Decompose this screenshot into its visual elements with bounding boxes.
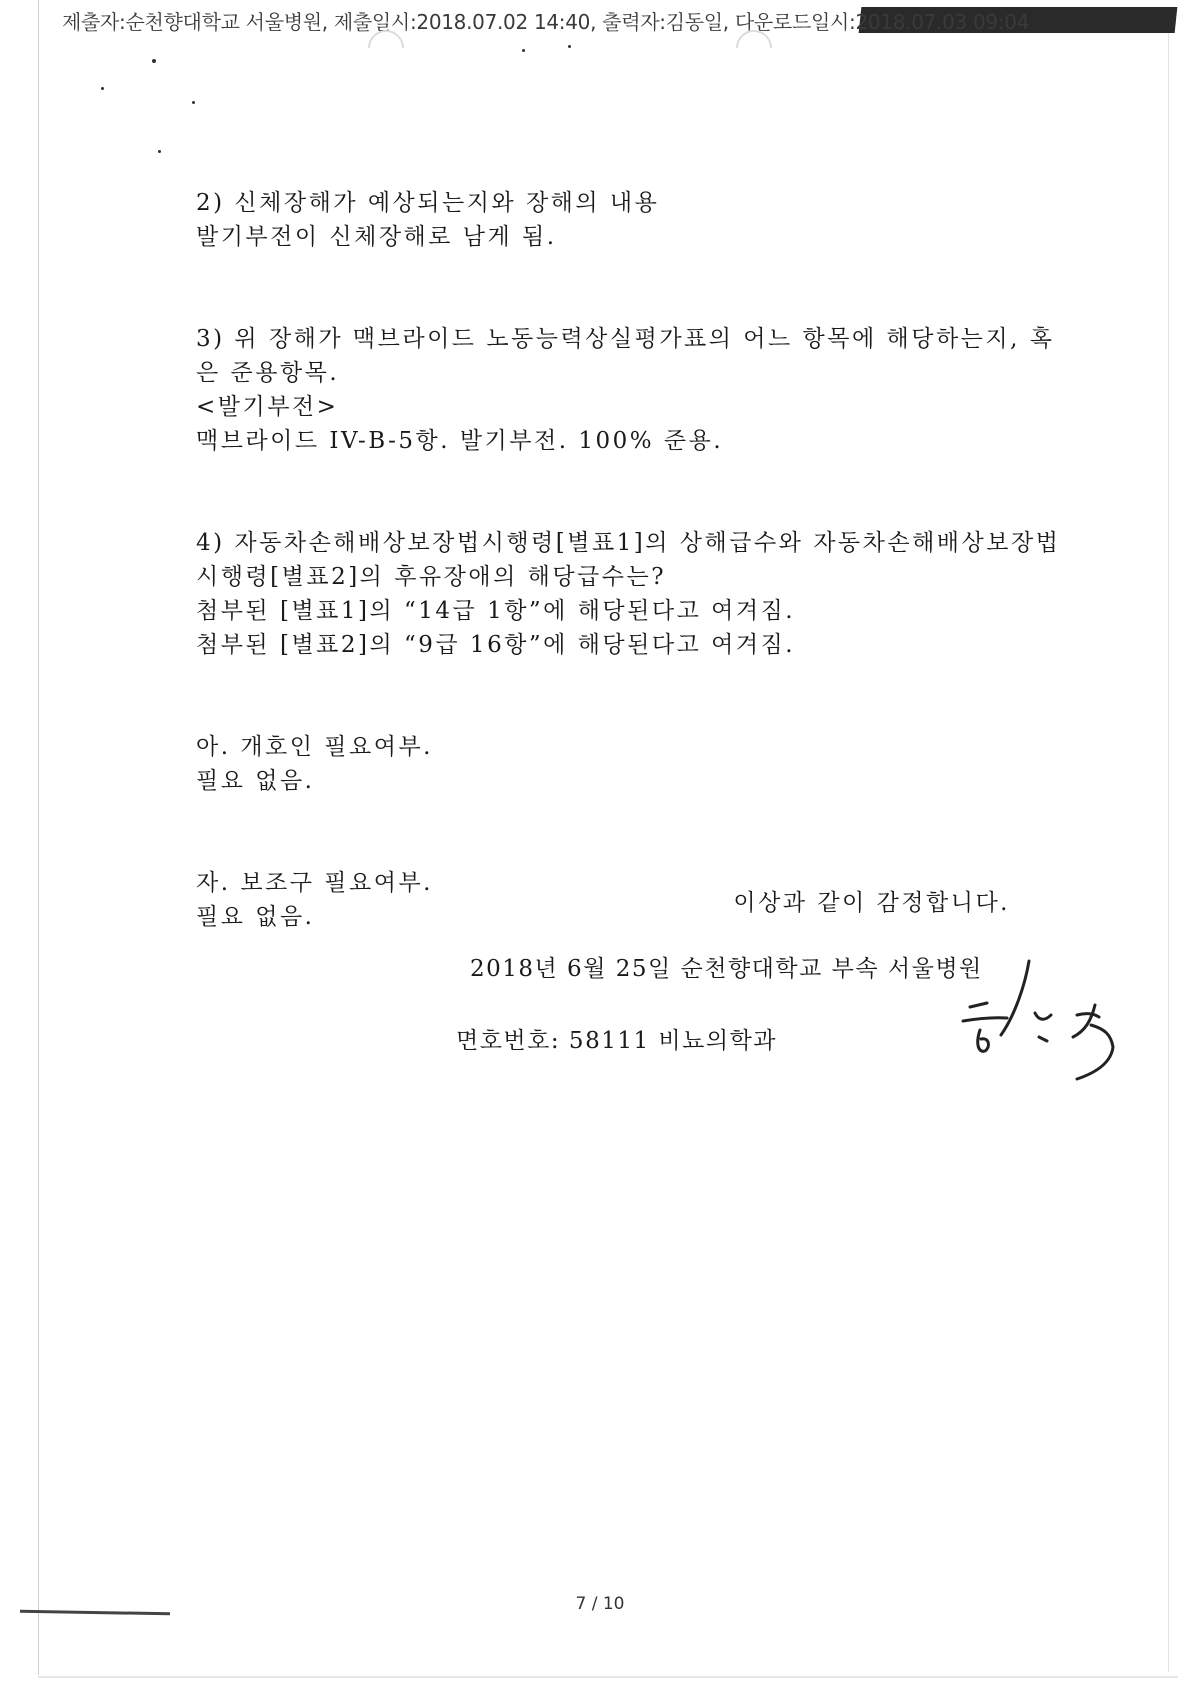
question-4-title-cont: 시행령[별표2]의 후유장애의 해당급수는? bbox=[196, 564, 667, 590]
license-and-department: 면호번호: 58111 비뇨의학과 bbox=[456, 1028, 777, 1054]
question-4-answer-2: 첨부된 [별표2]의 “9급 16항”에 해당된다고 여겨짐. bbox=[196, 632, 796, 658]
assistive-device-answer: 필요 없음. bbox=[196, 904, 315, 930]
page-bottom-edge bbox=[38, 1676, 1178, 1678]
scan-speck bbox=[152, 59, 156, 63]
date-and-institution: 2018년 6월 25일 순천향대학교 부속 서울병원 bbox=[470, 956, 983, 982]
report-body bbox=[196, 186, 1061, 934]
scan-speck bbox=[568, 45, 571, 48]
question-3-answer: 맥브라이드 IV-B-5항. 발기부전. 100% 준용. bbox=[196, 428, 724, 454]
caregiver-need-answer: 필요 없음. bbox=[196, 768, 315, 794]
closing-statement: 이상과 같이 감정합니다. bbox=[733, 890, 1010, 916]
question-3-subheading: <발기부전> bbox=[196, 394, 339, 420]
handwritten-signature bbox=[935, 955, 1135, 1085]
question-3-title: 3) 위 장해가 맥브라이드 노동능력상실평가표의 어느 항목에 해당하는지, 혹 bbox=[196, 326, 1055, 352]
page-right-edge bbox=[1168, 22, 1169, 1672]
submission-stamp: 제출자:순천향대학교 서울병원, 제출일시:2018.07.02 14:40, 출력자:김동일, 다운로드일시:2018.07.03 09:04 bbox=[62, 10, 1030, 34]
scan-speck bbox=[101, 87, 104, 90]
caregiver-need-title: 아. 개호인 필요여부. bbox=[196, 734, 433, 760]
page-number: 7 / 10 bbox=[575, 1594, 625, 1614]
question-4-title: 4) 자동차손해배상보장법시행령[별표1]의 상해급수와 자동차손해배상보장법 bbox=[196, 530, 1061, 556]
question-3-title-cont: 은 준용항목. bbox=[196, 360, 340, 386]
question-2-title: 2) 신체장해가 예상되는지와 장해의 내용 bbox=[196, 190, 660, 216]
scan-speck bbox=[158, 150, 161, 153]
scan-speck bbox=[192, 101, 195, 104]
question-4-answer-1: 첨부된 [별표1]의 “14급 1항”에 해당된다고 여겨짐. bbox=[196, 598, 796, 624]
question-2-answer: 발기부전이 신체장해로 남게 됨. bbox=[196, 224, 557, 250]
page-left-edge bbox=[38, 0, 39, 1675]
assistive-device-title: 자. 보조구 필요여부. bbox=[196, 870, 433, 896]
scan-speck bbox=[522, 49, 525, 52]
